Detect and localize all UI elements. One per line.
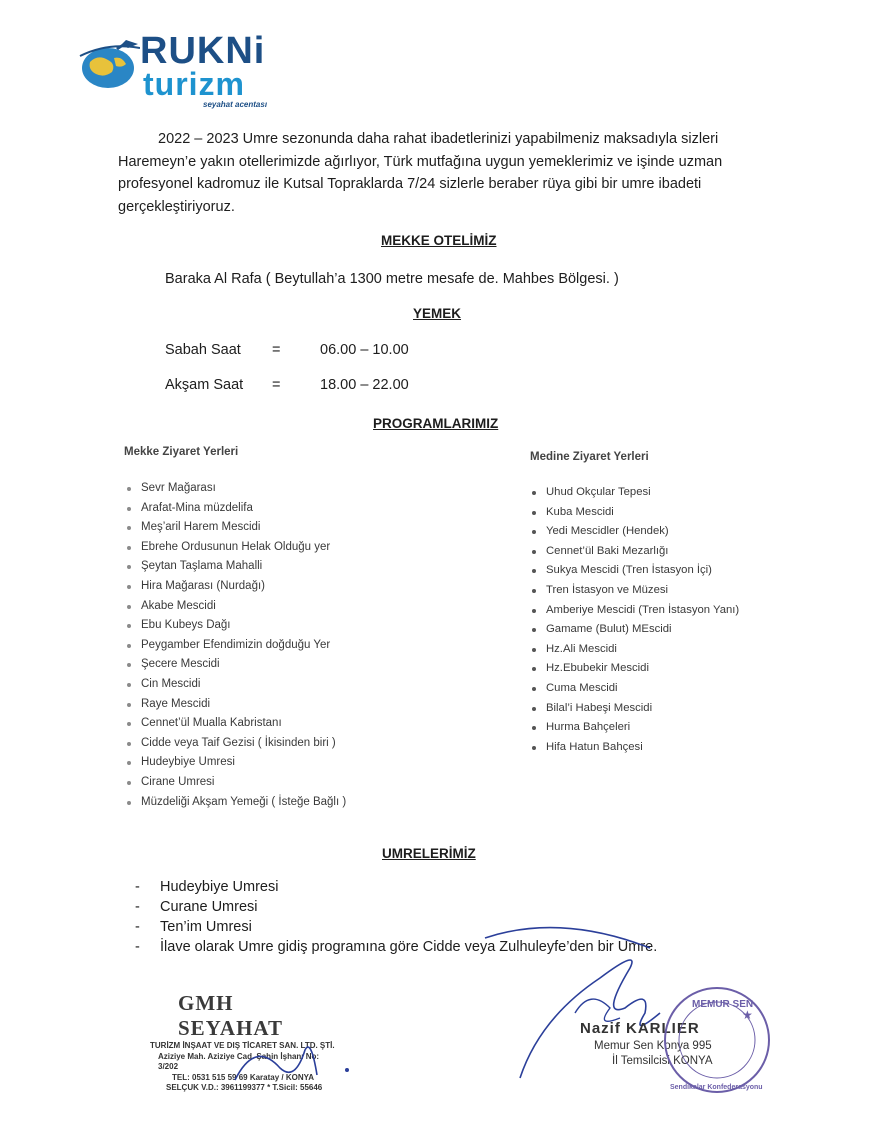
list-item: - İlave olarak Umre gidiş programına göre Cidde veya Zulhuleyfe’den bir Umre. bbox=[135, 939, 658, 955]
stamp-line: TEL: 0531 515 59 69 Karatay / KONYA bbox=[172, 1072, 315, 1082]
svg-text:Sendikalar Konfederasyonu: Sendikalar Konfederasyonu bbox=[670, 1084, 763, 1091]
list-item: Meş’aril Harem Mescidi bbox=[127, 518, 346, 538]
bullet-icon bbox=[532, 609, 536, 613]
bullet-icon bbox=[127, 585, 131, 589]
list-item: Cennet’ül Mualla Kabristanı bbox=[127, 714, 346, 734]
list-item: Şeytan Taşlama Mahalli bbox=[127, 557, 346, 577]
list-item: Cennet’ül Baki Mezarlığı bbox=[532, 542, 739, 562]
list-item: Sukya Mescidi (Tren İstasyon İçi) bbox=[532, 561, 739, 581]
bullet-icon bbox=[532, 491, 536, 495]
list-item: Akabe Mescidi bbox=[127, 597, 346, 617]
list-item: Hira Mağarası (Nurdağı) bbox=[127, 577, 346, 597]
logo-brand-top: RUKNi bbox=[140, 30, 266, 72]
bullet-icon bbox=[127, 801, 131, 805]
list-item: - Hudeybiye Umresi bbox=[135, 879, 279, 895]
list-item: Raye Mescidi bbox=[127, 695, 346, 715]
bullet-icon bbox=[532, 687, 536, 691]
bullet-icon bbox=[532, 511, 536, 515]
list-item: Şecere Mescidi bbox=[127, 655, 346, 675]
bullet-icon bbox=[127, 761, 131, 765]
union-stamp-icon bbox=[662, 985, 772, 1095]
bullet-icon bbox=[127, 605, 131, 609]
bullet-icon bbox=[532, 707, 536, 711]
list-item: Uhud Okçular Tepesi bbox=[532, 483, 739, 503]
bullet-icon bbox=[127, 663, 131, 667]
signatory-role: Memur Sen Konya 995 bbox=[594, 1040, 712, 1052]
bullet-icon bbox=[532, 746, 536, 750]
signatory-name: Nazif KARLIER bbox=[580, 1020, 700, 1037]
mekke-column-title: Mekke Ziyaret Yerleri bbox=[124, 446, 239, 458]
svg-text:★: ★ bbox=[742, 1008, 753, 1022]
stamp-title: GMH SEYAHAT bbox=[178, 991, 284, 1040]
list-item: Sevr Mağarası bbox=[127, 479, 346, 499]
intro-paragraph: 2022 – 2023 Umre sezonunda daha rahat ibadetlerinizi yapabilmeniz maksadıyla sizleri Haremeyn’e yakın otellerimizde ağırlıyor, Türk mutfağına uygun yemeklerimiz ve işinde uzman profesyonel kadromuz ile Kutsal Topraklarda 7/24 sizlerle beraber rüya gibi bir umre ibadeti gerçekleştiriyoruz. bbox=[118, 131, 723, 215]
medine-column-title: Medine Ziyaret Yerleri bbox=[530, 451, 649, 463]
bullet-icon bbox=[532, 667, 536, 671]
stamp-line: SELÇUK V.D.: 3961199377 * T.Sicil: 55646 bbox=[166, 1083, 323, 1092]
bullet-icon bbox=[532, 648, 536, 652]
list-item: - Curane Umresi bbox=[135, 899, 258, 915]
list-item: Ebrehe Ordusunun Helak Olduğu yer bbox=[127, 538, 346, 558]
list-item: Ebu Kubeys Dağı bbox=[127, 616, 346, 636]
meal-label: Sabah Saat bbox=[165, 342, 241, 358]
hotel-text: Baraka Al Rafa ( Beytullah’a 1300 metre mesafe de. Mahbes Bölgesi. ) bbox=[165, 271, 619, 287]
list-item: Cin Mescidi bbox=[127, 675, 346, 695]
list-item: Bilal’i Habeşi Mescidi bbox=[532, 699, 739, 719]
umre-heading: UMRELERİMİZ bbox=[382, 846, 476, 861]
list-item: Müzdeliği Akşam Yemeği ( İsteğe Bağlı ) bbox=[127, 793, 346, 813]
meal-heading: YEMEK bbox=[413, 306, 462, 321]
hotel-heading: MEKKE OTELİMİZ bbox=[381, 233, 497, 248]
stamp-line: Aziziye Mah. Aziziye Cad. Şahin İşhanı No: 3/202 bbox=[158, 1051, 320, 1071]
bullet-icon bbox=[127, 487, 131, 491]
bullet-icon bbox=[127, 526, 131, 530]
bullet-icon bbox=[127, 781, 131, 785]
globe-plane-icon bbox=[78, 38, 140, 90]
list-item: Hudeybiye Umresi bbox=[127, 753, 346, 773]
bullet-icon bbox=[127, 742, 131, 746]
list-item: Cirane Umresi bbox=[127, 773, 346, 793]
logo-brand-bottom: turizm bbox=[143, 66, 245, 102]
bullet-icon bbox=[532, 569, 536, 573]
svg-text:MEMUR SEN: MEMUR SEN bbox=[692, 999, 754, 1010]
programs-heading: PROGRAMLARIMIZ bbox=[373, 416, 499, 431]
list-item: Gamame (Bulut) MEscidi bbox=[532, 620, 739, 640]
bullet-icon bbox=[127, 546, 131, 550]
list-item: Kuba Mescidi bbox=[532, 503, 739, 523]
bullet-icon bbox=[127, 624, 131, 628]
bullet-icon bbox=[127, 683, 131, 687]
bullet-icon bbox=[127, 703, 131, 707]
bullet-icon bbox=[127, 507, 131, 511]
bullet-icon bbox=[127, 722, 131, 726]
list-item: Hz.Ali Mescidi bbox=[532, 640, 739, 660]
mekke-places-list bbox=[127, 479, 346, 812]
list-item: - Ten’im Umresi bbox=[135, 919, 252, 935]
company-logo bbox=[78, 30, 308, 110]
list-item: Yedi Mescidler (Hendek) bbox=[532, 522, 739, 542]
list-item: Peygamber Efendimizin doğduğu Yer bbox=[127, 636, 346, 656]
meal-equals: = bbox=[272, 342, 281, 358]
list-item: Cidde veya Taif Gezisi ( İkisinden biri ) bbox=[127, 734, 346, 754]
bullet-icon bbox=[532, 589, 536, 593]
list-item: Tren İstasyon ve Müzesi bbox=[532, 581, 739, 601]
list-item: Amberiye Mescidi (Tren İstasyon Yanı) bbox=[532, 601, 739, 621]
list-item: Cuma Mescidi bbox=[532, 679, 739, 699]
bullet-icon bbox=[532, 530, 536, 534]
bullet-icon bbox=[532, 726, 536, 730]
bullet-icon bbox=[532, 550, 536, 554]
meal-time: 06.00 – 10.00 bbox=[320, 342, 409, 358]
list-item: Arafat-Mina müzdelifa bbox=[127, 499, 346, 519]
signatory-role: İl Temsilcisi KONYA bbox=[612, 1055, 713, 1067]
bullet-icon bbox=[127, 644, 131, 648]
meal-equals: = bbox=[272, 377, 281, 393]
signature-left-icon bbox=[225, 1030, 365, 1090]
medine-places-list bbox=[532, 483, 739, 757]
meal-label: Akşam Saat bbox=[165, 377, 244, 393]
logo-tagline: seyahat acentası bbox=[203, 100, 268, 109]
list-item: Hifa Hatun Bahçesi bbox=[532, 738, 739, 758]
bullet-icon bbox=[532, 628, 536, 632]
bullet-icon bbox=[127, 565, 131, 569]
list-item: Hz.Ebubekir Mescidi bbox=[532, 659, 739, 679]
meal-time: 18.00 – 22.00 bbox=[320, 377, 409, 393]
list-item: Hurma Bahçeleri bbox=[532, 718, 739, 738]
stamp-line: TURİZM İNŞAAT VE DIŞ TİCARET SAN. LTD. ŞTİ. bbox=[150, 1041, 335, 1050]
